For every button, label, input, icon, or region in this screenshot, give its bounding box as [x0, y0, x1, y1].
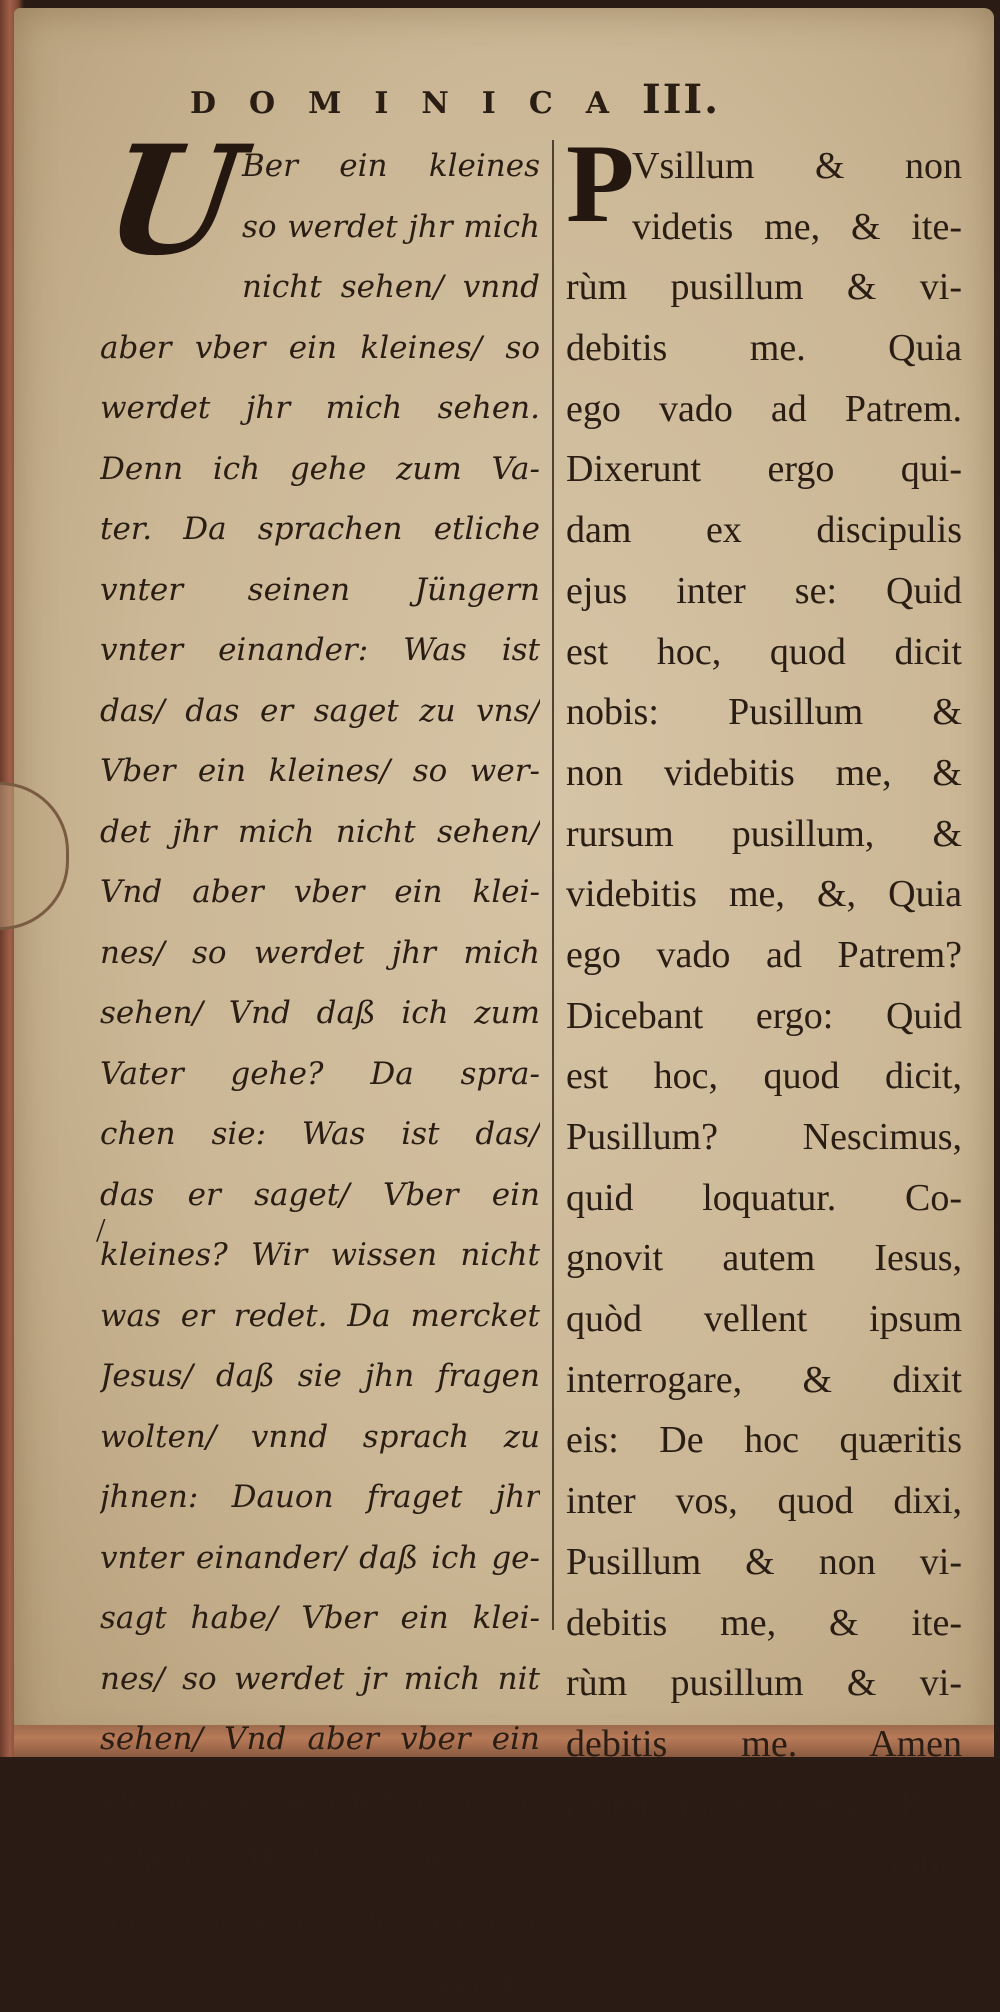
german-line: so werdet jhr mich	[242, 208, 540, 245]
margin-mark: /	[96, 1212, 106, 1249]
german-line: kleines? Wir wissen nicht	[100, 1237, 540, 1273]
latin-line: eis: De hoc quæritis	[566, 1419, 962, 1462]
latin-line: amen dico vobis, Plo-	[566, 1783, 962, 1826]
latin-line: inter vos, quod dixi,	[566, 1480, 962, 1523]
german-line: aber vber ein kleines/ so	[100, 329, 540, 366]
column-rule	[552, 140, 554, 1630]
latin-line: nobis: Pusillum &	[566, 691, 962, 734]
german-line: das/ das er saget zu vns/	[100, 692, 540, 729]
latin-line: rùm pusillum & vi-	[566, 1662, 962, 1705]
german-line: sagt habe/ Vber ein klei-	[100, 1600, 540, 1636]
latin-text-column	[566, 136, 962, 1896]
latin-line: debitis me. Amen	[566, 1722, 962, 1765]
german-line: chen sie: Was ist das/	[100, 1116, 540, 1152]
german-line: det jhr mich nicht sehen/	[100, 813, 540, 850]
german-line: wolten/ vnnd sprach zu	[100, 1418, 540, 1455]
german-line: Denn ich gehe zum Va-	[100, 450, 540, 487]
german-line: Jesus/ daß sie jhn fragen	[100, 1358, 540, 1394]
german-line: kleines/ so werdet jhr mich	[100, 1781, 540, 1818]
german-catchword: weinen	[426, 1963, 540, 1999]
german-text-column	[100, 136, 540, 2012]
latin-line: Pusillum? Nescimus,	[566, 1116, 962, 1158]
german-line: Vater gehe? Da spra-	[100, 1055, 540, 1092]
latin-line: interrogare, & dixit	[566, 1358, 962, 1401]
german-line: was er redet. Da mercket	[100, 1297, 540, 1334]
latin-line: quòd vellent ipsum	[566, 1298, 962, 1341]
german-line: werdet jhr mich sehen.	[100, 390, 540, 426]
latin-line: est hoc, quod dicit	[566, 630, 962, 673]
running-head-numeral: III.	[642, 76, 721, 123]
german-line: Vber ein kleines/ so wer-	[100, 753, 540, 789]
latin-line: videtis me, & ite-	[632, 205, 962, 248]
latin-line: rursum pusillum, &	[566, 812, 962, 855]
german-line: ich sage euch/ Jhr werdet	[100, 1902, 540, 1939]
latin-line: Dixerunt ergo qui-	[566, 448, 962, 491]
german-line: sehen/ Vnd aber vber ein	[100, 1721, 540, 1757]
latin-line: ego vado ad Patrem.	[566, 387, 962, 430]
latin-line: debitis me, & ite-	[566, 1601, 962, 1644]
latin-drop-cap: P	[566, 122, 635, 246]
latin-line: Dicebant ergo: Quid	[566, 994, 962, 1037]
latin-line: ejus inter se: Quid	[566, 569, 962, 612]
latin-line: videbitis me, &, Quia	[566, 873, 962, 916]
german-line: nes/ so werdet jhr mich	[100, 934, 540, 971]
latin-line: gnovit autem Iesus,	[566, 1237, 962, 1280]
latin-line: rùm pusillum & vi-	[566, 266, 962, 309]
german-line: vnter seinen Jüngern	[100, 571, 540, 608]
running-head	[190, 76, 890, 126]
latin-line: non videbitis me, &	[566, 751, 962, 794]
latin-line: dam ex discipulis	[566, 509, 962, 552]
german-line: vnter einander/ daß ich ge-	[100, 1539, 540, 1576]
german-line: Vnd aber vber ein klei-	[100, 874, 540, 910]
german-drop-cap: U	[95, 113, 252, 289]
latin-line: debitis me. Quia	[566, 327, 962, 370]
german-line: sehen/ Vnd daß ich zum	[100, 995, 540, 1031]
latin-line: quid loquatur. Co-	[566, 1176, 962, 1219]
latin-line: Vsillum & non	[632, 145, 962, 187]
german-line: nes/ so werdet jr mich nit	[100, 1660, 540, 1697]
running-head-title: DOMINICA	[190, 86, 642, 121]
latin-line: est hoc, quod dicit,	[566, 1055, 962, 1098]
german-line: sehen. Warlich/ warlich	[100, 1842, 540, 1878]
german-line: ter. Da sprachen etliche	[100, 511, 540, 547]
german-line: das er saget/ Vber ein	[100, 1176, 540, 1213]
german-line: jhnen: Dauon fraget jhr	[100, 1479, 540, 1515]
latin-catchword: rabi-	[890, 1844, 962, 1887]
german-line: Ber ein kleines	[242, 148, 540, 184]
latin-line: ego vado ad Patrem?	[566, 933, 962, 976]
german-line: vnter einander: Was ist	[100, 632, 540, 668]
german-line: nicht sehen/ vnnd	[242, 269, 540, 305]
latin-line: Pusillum & non vi-	[566, 1540, 962, 1583]
